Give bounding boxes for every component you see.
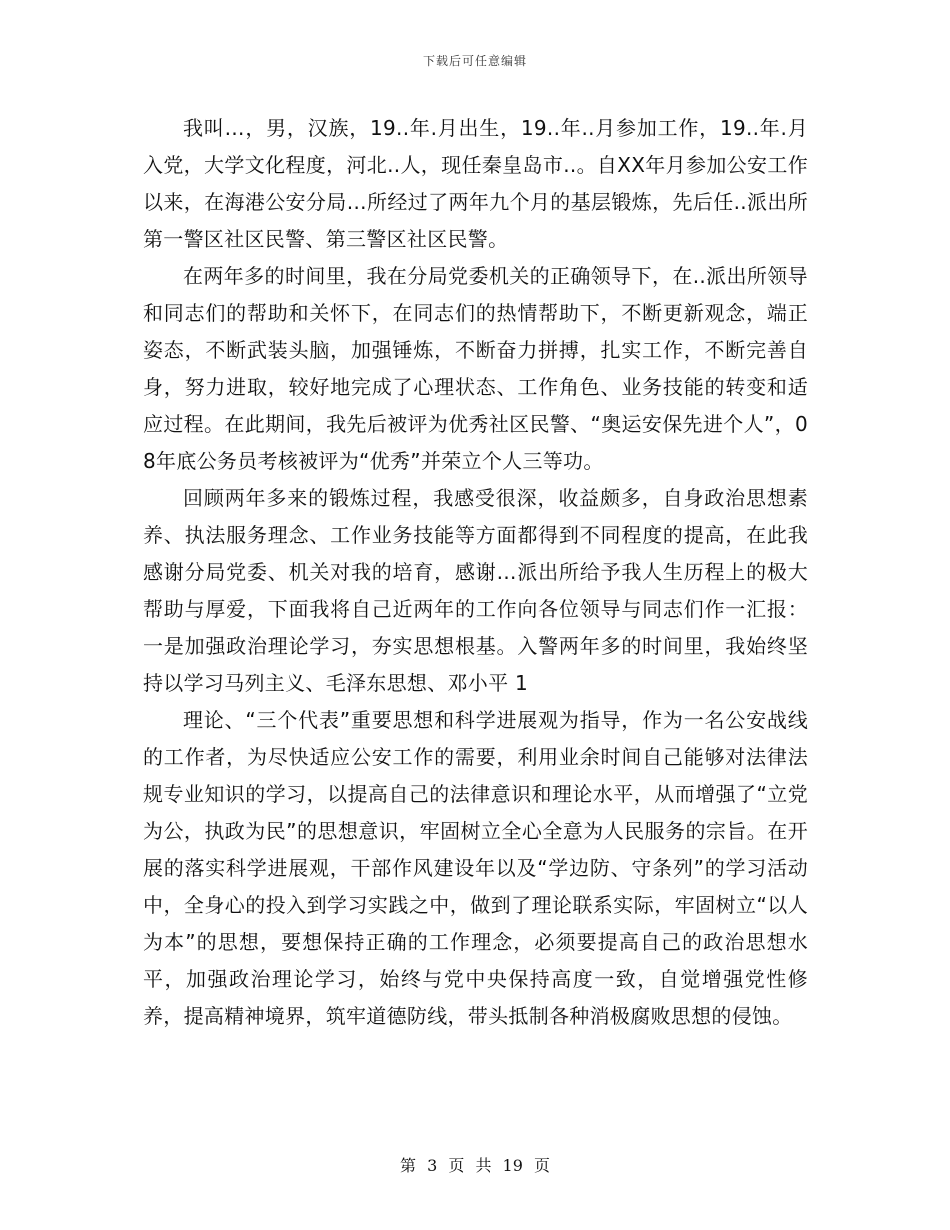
paragraph-3: 回顾两年多来的锻炼过程，我感受很深，收益颇多，自身政治思想素养、执法服务理念、工作业务技能等方面都得到不同程度的提高，在此我感谢分局党委、机关对我的培育，感谢…派出所给予我人生历程上的极大帮助与厚爱，下面我将自己近两年的工作向各位领导与同志们作一汇报： 一是加强政治理论学习，夯实思想根基。入警两年多的时间里，我始终坚持以学习马列主义、毛泽东思想、邓小平 1 [143,486,808,695]
document-body [143,110,808,1035]
paragraph-2: 在两年多的时间里，我在分局党委机关的正确领导下，在..派出所领导和同志们的帮助和关怀下，在同志们的热情帮助下，不断更新观念，端正姿态，不断武装头脑，加强锤炼，不断奋力拼搏，扎实工作，不断完善自身，努力进取，较好地完成了心理状态、工作角色、业务技能的转变和适应过程。在此期间，我先后被评为优秀社区民警、“奥运安保先进个人”，08年底公务员考核被评为“优秀”并荣立个人三等功。 [143,264,808,473]
paragraph-4: 理论、“三个代表”重要思想和科学进展观为指导，作为一名公安战线的工作者，为尽快适应公安工作的需要，利用业余时间自己能够对法律法规专业知识的学习，以提高自己的法律意识和理论水平，从而增强了“立党为公，执政为民”的思想意识，牢固树立全心全意为人民服务的宗旨。在开展的落实科学进展观，干部作风建设年以及“学边防、守条列”的学习活动中，全身心的投入到学习实践之中，做到了理论联系实际，牢固树立“以人为本”的思想，要想保持正确的工作理念，必须要提高自己的政治思想水平，加强政治理论学习，始终与党中央保持高度一致，自觉增强党性修养，提高精神境界，筑牢道德防线，带头抵制各种消极腐败思想的侵蚀。 [143,708,808,1028]
paragraph-1: 我叫…，男，汉族，19..年.月出生，19..年..月参加工作，19..年.月入党，大学文化程度，河北..人，现任秦皇岛市..。自XX年月参加公安工作以来，在海港公安分局…所经过了两年九个月的基层锻炼，先后任..派出所第一警区社区民警、第三警区社区民警。 [143,116,808,251]
page-header: 下载后可任意编辑 [422,54,527,68]
page-number-footer: 第 3 页 共 19 页 [400,1156,550,1175]
